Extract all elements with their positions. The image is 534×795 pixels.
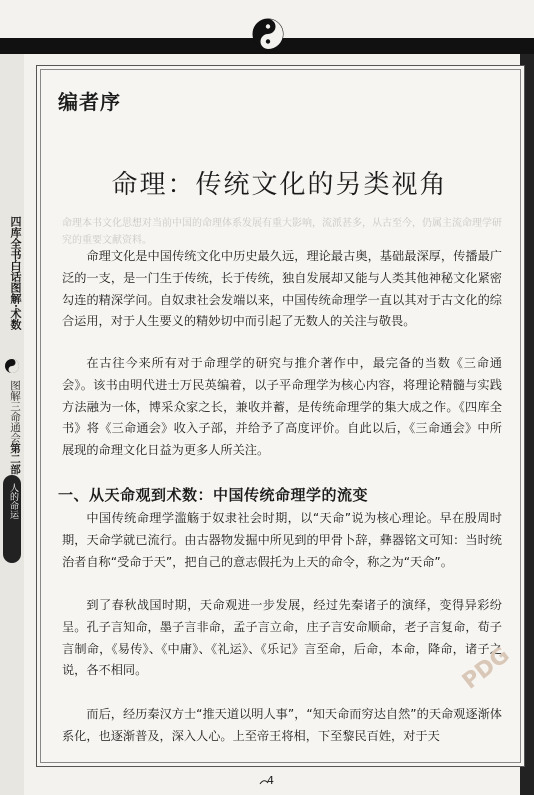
paragraph-5: 而后，经历秦汉方士“推天道以明人事”，“知天命而穷达自然”的天命观逐渐体系化，也逐渐普及，深入人心。上至帝王将相，下至黎民百姓，对于天: [62, 707, 502, 743]
bleed-through-text: 命理本书文化思想对当前中国的命理体系发展有重大影响，流派甚多，从古至今，仍属主流命理学研究的重要文献资料。: [62, 218, 502, 246]
yin-yang-small-icon: [4, 358, 20, 374]
paragraph-1: 命理文化是中国传统文化中历史最久远，理论最古奥，基础最深厚，传播最广泛的一支，是一门生于传统，长于传统，独自发展却又能与人类其他神秘文化紧密勾连的精深学问。自奴隶社会发端以来，中国传统命理学一直以其对于古文化的综合运用，对于人生要义的精妙切中而引起了无数人的关注与敬畏。: [62, 249, 502, 329]
section-heading: 编者序: [58, 90, 121, 114]
page-number: [258, 774, 282, 790]
paragraph-4: 到了春秋战国时期，天命观进一步发展，经过先秦诸子的演绎，变得异彩纷呈。孔子言知命，墨子言非命，孟子言立命，庄子言安命顺命，老子言复命，荀子言制命，《易传》、《中庸》、《礼运》、《乐记》言至命，后命，本命，降命，诸子之说，各不相同。: [62, 598, 502, 678]
book-subtitle-a: 图解三命通会: [9, 380, 21, 443]
yin-yang-icon: [252, 18, 284, 50]
part-badge-label: 人的命运: [8, 483, 18, 519]
book-subtitle-b: 第二部: [9, 443, 21, 475]
paragraph-3: 中国传统命理学滥觞于奴隶社会时期，以“天命”说为核心理论。早在殷周时期，天命学就已流行。由古器物发掘中所见到的甲骨卜辞，彝器铭文可知：当时统治者自称“受命于天”，把自己的意志假托为上天的命令，称之为“天命”。: [62, 511, 502, 569]
paragraph-2: 在古往今来所有对于命理学的研究与推介著作中，最完备的当数《三命通会》。该书由明代进士万民英编着，以子平命理学为核心内容，将理论精髓与实践方法融为一体，博采众家之长，兼收并蓄，是传统命理学的集大成之作。《四库全书》将《三命通会》收入子部，并给予了高度评价。自此以后，《三命通会》中所展现的命理文化日益为更多人所关注。: [62, 356, 502, 458]
watermark: PDG: [457, 642, 515, 695]
book-series-title: 四库全书白话图解·术数: [9, 216, 22, 330]
page-number-text: 4: [267, 774, 274, 787]
chapter-heading: 一、从天命观到术数：中国传统命理学的流变: [58, 486, 369, 504]
book-subtitle: [3, 380, 21, 475]
part-badge: [3, 475, 21, 563]
page-title: 命理：传统文化的另类视角: [111, 170, 448, 200]
